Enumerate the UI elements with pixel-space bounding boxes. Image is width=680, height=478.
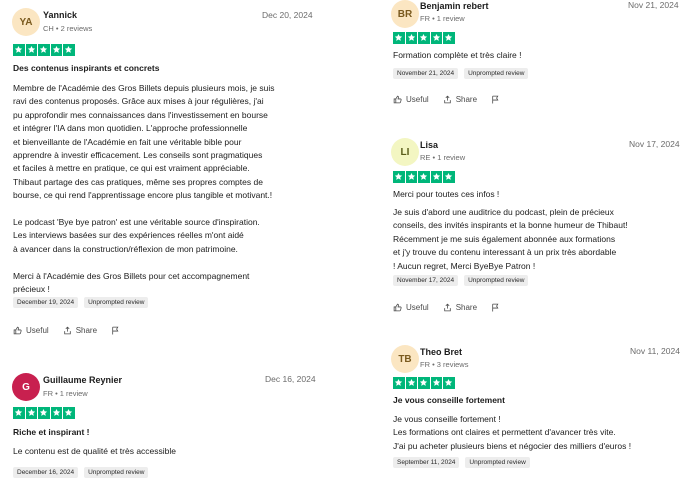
review-tags — [13, 297, 148, 308]
review-actions — [393, 303, 500, 312]
share-label: Share — [455, 95, 478, 104]
useful-button[interactable] — [13, 326, 49, 335]
star-rating — [393, 171, 455, 183]
useful-label: Useful — [406, 95, 429, 104]
share-icon — [443, 303, 452, 312]
review-body-line: et j'y trouve du contenu interessant à un prix très abordable — [393, 247, 617, 258]
review-body-line: ravi des contenus proposés. Grâce aux mises à jour régulières, j'ai — [13, 96, 264, 107]
report-button[interactable] — [111, 326, 120, 335]
review-title[interactable]: Riche et inspirant ! — [13, 427, 90, 437]
review-date: Nov 17, 2024 — [629, 139, 680, 149]
review-date: Dec 20, 2024 — [262, 10, 313, 20]
star-icon — [443, 377, 455, 389]
date-of-experience-tag: September 11, 2024 — [393, 457, 459, 468]
share-button[interactable] — [443, 303, 477, 312]
review-tags — [393, 275, 528, 286]
reviewer-meta: CH • 2 reviews — [43, 24, 93, 33]
reviewer-meta: FR • 1 review — [420, 14, 465, 23]
review-body — [13, 445, 176, 458]
review-body-line: et faciles à mettre en pratique, ce qui est vraiment appréciable. — [13, 163, 250, 174]
reviewer-name[interactable]: Lisa — [420, 140, 439, 150]
star-icon — [418, 32, 430, 44]
star-icon — [51, 44, 63, 56]
review-tags — [393, 457, 530, 468]
review-body-line: Les formations ont claires et permettent d'avancer très vite. — [393, 427, 616, 438]
star-icon — [418, 377, 430, 389]
useful-button[interactable] — [393, 95, 429, 104]
review-date: Nov 11, 2024 — [630, 346, 680, 356]
review-body-line: Le contenu est de qualité et très accessible — [13, 446, 177, 456]
review-title[interactable]: Merci pour toutes ces infos ! — [393, 189, 500, 199]
review-actions — [13, 326, 120, 335]
review-body — [393, 413, 631, 453]
unprompted-review-tag: Unprompted review — [84, 467, 148, 478]
review-card — [380, 0, 679, 110]
star-rating — [393, 32, 455, 44]
reviewer-name[interactable]: Yannick — [43, 10, 78, 20]
flag-icon — [491, 95, 500, 104]
report-button[interactable] — [491, 95, 500, 104]
review-body-line: Je vous conseille fortement ! — [393, 414, 501, 424]
review-card — [380, 135, 680, 325]
review-body-line: ! Aucun regret, Merci ByeBye Patron ! — [393, 260, 536, 271]
reviewer-meta: FR • 3 reviews — [420, 360, 469, 369]
star-rating — [13, 44, 75, 56]
star-icon — [26, 44, 38, 56]
star-icon — [13, 44, 25, 56]
review-body — [393, 206, 628, 273]
review-body-line: à avancer dans la construction/réflexion de mon patrimoine. — [13, 243, 238, 254]
avatar: LI — [391, 138, 419, 166]
star-icon — [393, 377, 405, 389]
star-icon — [431, 171, 443, 183]
report-button[interactable] — [491, 303, 500, 312]
flag-icon — [111, 326, 120, 335]
star-icon — [443, 32, 455, 44]
star-icon — [406, 32, 418, 44]
useful-label: Useful — [26, 326, 49, 335]
avatar: BR — [391, 0, 419, 28]
review-body-line: et intégrer l'IA dans mon quotidien. L'approche professionnelle — [13, 123, 248, 134]
reviewer-meta: FR • 1 review — [43, 389, 88, 398]
review-date: Nov 21, 2024 — [628, 0, 679, 10]
share-icon — [63, 326, 72, 335]
reviewer-meta: RE • 1 review — [420, 153, 466, 162]
review-body — [13, 82, 274, 296]
star-icon — [393, 32, 405, 44]
star-icon — [38, 44, 50, 56]
share-icon — [443, 95, 452, 104]
review-body-line: Thibaut partage des cas pratiques, même ses propres comptes de — [13, 176, 263, 187]
unprompted-review-tag: Unprompted review — [84, 297, 148, 308]
review-actions — [393, 95, 500, 104]
flag-icon — [491, 303, 500, 312]
share-button[interactable] — [63, 326, 97, 335]
review-body-line: apprendre à investir efficacement. Les conseils sont pragmatiques — [13, 150, 263, 161]
review-title[interactable]: Des contenus inspirants et concrets — [13, 63, 160, 73]
star-icon — [26, 407, 38, 419]
star-icon — [63, 407, 75, 419]
share-label: Share — [455, 303, 478, 312]
star-icon — [406, 171, 418, 183]
review-tags — [393, 68, 528, 79]
review-body-line — [13, 203, 274, 216]
review-body-line: Récemment je me suis également abonnée aux formations — [393, 233, 616, 244]
review-body-line: précieux ! — [13, 284, 50, 295]
share-label: Share — [75, 326, 98, 335]
date-of-experience-tag: December 19, 2024 — [13, 297, 78, 308]
thumbs-up-icon — [393, 95, 402, 104]
review-card — [0, 0, 330, 345]
review-card — [380, 342, 680, 475]
star-rating — [393, 377, 455, 389]
unprompted-review-tag: Unprompted review — [464, 68, 528, 79]
star-icon — [418, 171, 430, 183]
review-body-line: pu approfondir mes connaissances dans l'investissement en bourse — [13, 109, 268, 120]
unprompted-review-tag: Unprompted review — [465, 457, 529, 468]
review-title[interactable]: Formation complète et très claire ! — [393, 50, 522, 60]
star-icon — [38, 407, 50, 419]
star-icon — [406, 377, 418, 389]
review-title[interactable]: Je vous conseille fortement — [393, 395, 505, 405]
star-icon — [13, 407, 25, 419]
avatar: TB — [391, 345, 419, 373]
star-icon — [63, 44, 75, 56]
useful-label: Useful — [406, 303, 429, 312]
thumbs-up-icon — [393, 303, 402, 312]
thumbs-up-icon — [13, 326, 22, 335]
useful-button[interactable] — [393, 303, 429, 312]
review-date: Dec 16, 2024 — [265, 374, 316, 384]
date-of-experience-tag: December 16, 2024 — [13, 467, 78, 478]
star-icon — [431, 32, 443, 44]
star-icon — [51, 407, 63, 419]
reviewer-name[interactable]: Benjamin rebert — [420, 1, 489, 11]
star-icon — [431, 377, 443, 389]
reviewer-name[interactable]: Theo Bret — [420, 347, 463, 357]
share-button[interactable] — [443, 95, 477, 104]
star-icon — [393, 171, 405, 183]
date-of-experience-tag: November 17, 2024 — [393, 275, 458, 286]
star-icon — [443, 171, 455, 183]
avatar: G — [12, 373, 40, 401]
star-rating — [13, 407, 75, 419]
review-body-line: J'ai pu acheter plusieurs biens et négocier des milliers d'euros ! — [393, 440, 632, 451]
review-body-line — [13, 256, 274, 269]
review-body-line: et bienveillante de l'Académie en fait une véritable bible pour — [13, 136, 242, 147]
review-body-line: Le podcast 'Bye bye patron' est une véritable source d'inspiration. — [13, 217, 260, 228]
reviewer-name[interactable]: Guillaume Reynier — [43, 375, 123, 385]
review-body-line: Je suis d'abord une auditrice du podcast, plein de précieux — [393, 207, 614, 217]
review-body-line: Merci à l'Académie des Gros Billets pour cet accompagnement — [13, 270, 250, 281]
unprompted-review-tag: Unprompted review — [464, 275, 528, 286]
review-body-line: Les interviews basées sur des expériences réelles m'ont aidé — [13, 230, 244, 241]
date-of-experience-tag: November 21, 2024 — [393, 68, 458, 79]
review-body-line: conseils, des invités inspirants et la bonne humeur de Thibaut! — [393, 220, 628, 231]
avatar: YA — [12, 8, 40, 36]
review-tags — [13, 467, 148, 478]
review-body-line: bourse, ce qui rend l'apprentissage encore plus tangible et motivant.! — [13, 190, 273, 201]
review-body-line: Membre de l'Académie des Gros Billets depuis plusieurs mois, je suis — [13, 83, 275, 93]
review-card — [0, 365, 330, 475]
